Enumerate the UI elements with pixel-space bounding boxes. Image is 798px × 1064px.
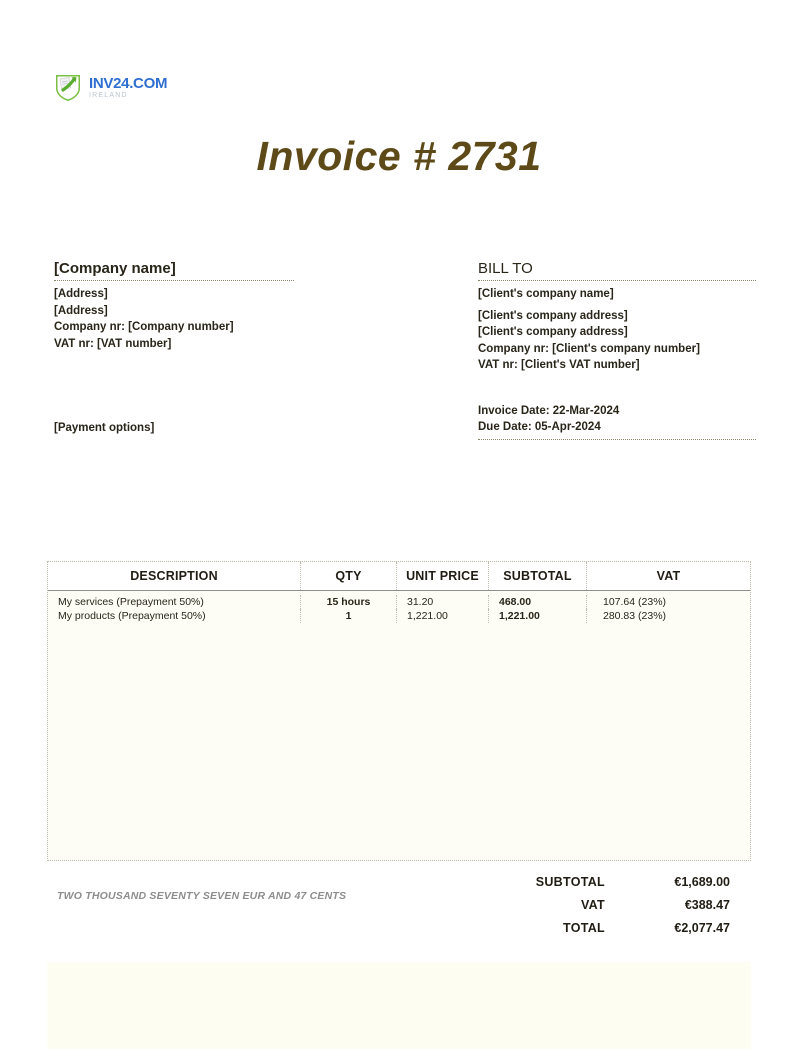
bill-to-block bbox=[478, 260, 756, 374]
table-header-row bbox=[48, 562, 750, 591]
seller-company-number: Company nr: [Company number] bbox=[54, 321, 234, 333]
seller-vat-number: VAT nr: [VAT number] bbox=[54, 337, 172, 350]
client-company-number: Company nr: [Client's company number] bbox=[478, 342, 700, 355]
invoice-date: Invoice Date: 22-Mar-2024 bbox=[478, 405, 620, 417]
column-header-unit-price: UNIT PRICE bbox=[396, 562, 488, 590]
brand-region: IRELAND bbox=[89, 91, 128, 99]
cell-vat: 107.64 (23%) bbox=[586, 595, 750, 609]
footer-band bbox=[47, 962, 751, 1049]
totals-row-total bbox=[455, 916, 751, 939]
due-date: Due Date: 05-Apr-2024 bbox=[478, 421, 601, 433]
client-vat-number: VAT nr: [Client's VAT number] bbox=[478, 359, 640, 371]
payment-options: [Payment options] bbox=[54, 422, 155, 434]
totals-value-total: €2,077.47 bbox=[674, 920, 730, 935]
line-items-table bbox=[47, 561, 751, 861]
cell-unit-price: 31.20 bbox=[396, 595, 488, 609]
dates-block bbox=[478, 403, 756, 440]
cell-description: My services (Prepayment 50%) bbox=[58, 596, 204, 608]
totals-block bbox=[455, 870, 751, 939]
totals-label-vat: VAT bbox=[580, 897, 605, 912]
totals-value-vat: €388.47 bbox=[684, 897, 730, 912]
totals-label-subtotal: SUBTOTAL bbox=[535, 874, 605, 889]
client-address-line-2: [Client's company address] bbox=[478, 326, 628, 338]
cell-qty: 1 bbox=[300, 609, 396, 623]
table-row bbox=[48, 595, 750, 609]
client-company-name: [Client's company name] bbox=[478, 288, 614, 300]
seller-block bbox=[54, 260, 294, 352]
totals-row-vat bbox=[455, 893, 751, 916]
brand-name: INV24.COM bbox=[89, 74, 168, 92]
totals-row-subtotal bbox=[455, 870, 751, 893]
totals-label-total: TOTAL bbox=[562, 920, 605, 935]
amount-in-words: TWO THOUSAND SEVENTY SEVEN EUR AND 47 CENTS bbox=[57, 890, 347, 902]
client-address-line-1: [Client's company address] bbox=[478, 309, 628, 322]
cell-vat: 280.83 (23%) bbox=[586, 609, 750, 623]
cell-qty: 15 hours bbox=[300, 595, 396, 609]
totals-value-subtotal: €1,689.00 bbox=[674, 874, 730, 889]
seller-company-name: [Company name] bbox=[54, 260, 294, 281]
column-header-qty: QTY bbox=[300, 562, 396, 590]
seller-address-line-2: [Address] bbox=[54, 304, 108, 317]
bill-to-heading: BILL TO bbox=[478, 260, 756, 281]
column-header-subtotal: SUBTOTAL bbox=[488, 562, 586, 590]
table-row bbox=[48, 609, 750, 623]
brand-logo bbox=[52, 70, 167, 102]
column-header-vat: VAT bbox=[586, 562, 750, 590]
cell-subtotal: 1,221.00 bbox=[488, 609, 586, 623]
seller-address-line-1: [Address] bbox=[54, 288, 108, 300]
column-header-description: DESCRIPTION bbox=[130, 569, 218, 583]
page-title: Invoice # 2731 bbox=[256, 133, 542, 179]
cell-subtotal: 468.00 bbox=[488, 595, 586, 609]
envelope-arrow-logo-icon bbox=[52, 70, 84, 102]
cell-unit-price: 1,221.00 bbox=[396, 609, 488, 623]
cell-description: My products (Prepayment 50%) bbox=[58, 610, 206, 622]
table-body bbox=[48, 591, 750, 623]
